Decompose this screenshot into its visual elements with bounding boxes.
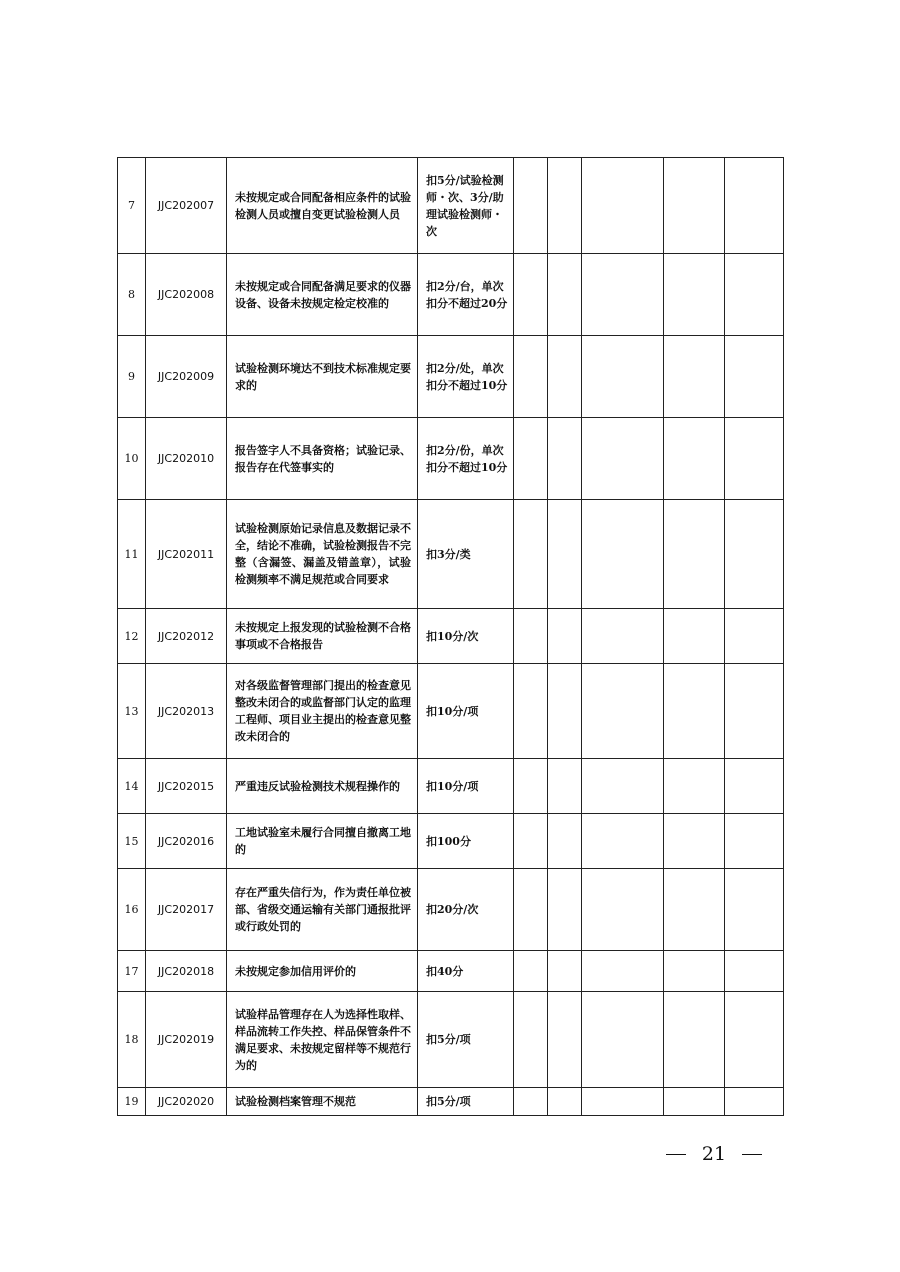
page-number-dash-left bbox=[666, 1154, 686, 1155]
empty-cell bbox=[514, 664, 548, 759]
deduction-standard: 扣10分/项 bbox=[418, 759, 514, 814]
evaluation-table bbox=[117, 157, 784, 1116]
empty-cell bbox=[725, 158, 784, 254]
empty-cell bbox=[664, 254, 725, 336]
empty-cell bbox=[514, 759, 548, 814]
row-number: 14 bbox=[118, 759, 146, 814]
item-code: JJC202018 bbox=[146, 951, 227, 992]
empty-cell bbox=[548, 158, 582, 254]
empty-cell bbox=[514, 336, 548, 418]
empty-cell bbox=[582, 814, 664, 869]
empty-cell bbox=[582, 336, 664, 418]
empty-cell bbox=[725, 254, 784, 336]
item-code: JJC202009 bbox=[146, 336, 227, 418]
empty-cell bbox=[548, 759, 582, 814]
row-number: 10 bbox=[118, 418, 146, 500]
empty-cell bbox=[664, 814, 725, 869]
empty-cell bbox=[664, 869, 725, 951]
deduction-standard: 扣10分/项 bbox=[418, 664, 514, 759]
item-description: 存在严重失信行为，作为责任单位被部、省级交通运输有关部门通报批评或行政处罚的 bbox=[227, 869, 418, 951]
table-row bbox=[118, 609, 784, 664]
item-description: 未按规定上报发现的试验检测不合格事项或不合格报告 bbox=[227, 609, 418, 664]
deduction-standard: 扣2分/处，单次扣分不超过10分 bbox=[418, 336, 514, 418]
table-row bbox=[118, 336, 784, 418]
row-number: 15 bbox=[118, 814, 146, 869]
empty-cell bbox=[725, 759, 784, 814]
empty-cell bbox=[582, 609, 664, 664]
empty-cell bbox=[664, 500, 725, 609]
empty-cell bbox=[548, 254, 582, 336]
item-description: 未按规定或合同配备满足要求的仪器设备、设备未按规定检定校准的 bbox=[227, 254, 418, 336]
empty-cell bbox=[582, 1088, 664, 1116]
empty-cell bbox=[548, 336, 582, 418]
page-number-text: 21 bbox=[701, 1143, 727, 1165]
empty-cell bbox=[725, 814, 784, 869]
empty-cell bbox=[514, 992, 548, 1088]
deduction-standard: 扣40分 bbox=[418, 951, 514, 992]
table-row bbox=[118, 664, 784, 759]
empty-cell bbox=[725, 1088, 784, 1116]
empty-cell bbox=[548, 664, 582, 759]
item-code: JJC202012 bbox=[146, 609, 227, 664]
page-number bbox=[666, 1140, 762, 1168]
row-number: 11 bbox=[118, 500, 146, 609]
table-row bbox=[118, 869, 784, 951]
item-code: JJC202020 bbox=[146, 1088, 227, 1116]
empty-cell bbox=[664, 1088, 725, 1116]
empty-cell bbox=[514, 869, 548, 951]
empty-cell bbox=[664, 992, 725, 1088]
empty-cell bbox=[514, 418, 548, 500]
deduction-standard: 扣100分 bbox=[418, 814, 514, 869]
empty-cell bbox=[514, 500, 548, 609]
table-row bbox=[118, 158, 784, 254]
empty-cell bbox=[514, 609, 548, 664]
row-number: 19 bbox=[118, 1088, 146, 1116]
deduction-standard: 扣20分/次 bbox=[418, 869, 514, 951]
empty-cell bbox=[725, 664, 784, 759]
empty-cell bbox=[664, 951, 725, 992]
row-number: 9 bbox=[118, 336, 146, 418]
empty-cell bbox=[725, 992, 784, 1088]
item-description: 试验检测原始记录信息及数据记录不全，结论不准确，试验检测报告不完整（含漏签、漏盖及错盖章），试验检测频率不满足规范或合同要求 bbox=[227, 500, 418, 609]
table-row bbox=[118, 1088, 784, 1116]
item-code: JJC202008 bbox=[146, 254, 227, 336]
empty-cell bbox=[548, 814, 582, 869]
empty-cell bbox=[725, 609, 784, 664]
row-number: 7 bbox=[118, 158, 146, 254]
table-row bbox=[118, 951, 784, 992]
empty-cell bbox=[548, 992, 582, 1088]
item-code: JJC202016 bbox=[146, 814, 227, 869]
item-code: JJC202007 bbox=[146, 158, 227, 254]
row-number: 17 bbox=[118, 951, 146, 992]
empty-cell bbox=[582, 158, 664, 254]
page-number-dash-right bbox=[742, 1154, 762, 1155]
deduction-standard: 扣5分/项 bbox=[418, 992, 514, 1088]
item-code: JJC202015 bbox=[146, 759, 227, 814]
empty-cell bbox=[725, 869, 784, 951]
empty-cell bbox=[664, 336, 725, 418]
empty-cell bbox=[514, 951, 548, 992]
empty-cell bbox=[582, 951, 664, 992]
empty-cell bbox=[514, 814, 548, 869]
empty-cell bbox=[664, 158, 725, 254]
table-row bbox=[118, 500, 784, 609]
row-number: 12 bbox=[118, 609, 146, 664]
item-code: JJC202019 bbox=[146, 992, 227, 1088]
empty-cell bbox=[664, 418, 725, 500]
empty-cell bbox=[582, 759, 664, 814]
empty-cell bbox=[725, 336, 784, 418]
row-number: 13 bbox=[118, 664, 146, 759]
item-description: 工地试验室未履行合同擅自撤离工地的 bbox=[227, 814, 418, 869]
item-description: 试验检测档案管理不规范 bbox=[227, 1088, 418, 1116]
empty-cell bbox=[664, 759, 725, 814]
empty-cell bbox=[514, 1088, 548, 1116]
empty-cell bbox=[514, 254, 548, 336]
empty-cell bbox=[582, 992, 664, 1088]
table-row bbox=[118, 254, 784, 336]
empty-cell bbox=[548, 951, 582, 992]
item-description: 试验样品管理存在人为选择性取样、样品流转工作失控、样品保管条件不满足要求、未按规定留样等不规范行为的 bbox=[227, 992, 418, 1088]
deduction-standard: 扣10分/次 bbox=[418, 609, 514, 664]
empty-cell bbox=[725, 500, 784, 609]
item-description: 未按规定参加信用评价的 bbox=[227, 951, 418, 992]
empty-cell bbox=[582, 664, 664, 759]
empty-cell bbox=[582, 500, 664, 609]
empty-cell bbox=[725, 418, 784, 500]
empty-cell bbox=[548, 1088, 582, 1116]
row-number: 16 bbox=[118, 869, 146, 951]
empty-cell bbox=[548, 500, 582, 609]
empty-cell bbox=[548, 869, 582, 951]
empty-cell bbox=[548, 418, 582, 500]
item-code: JJC202011 bbox=[146, 500, 227, 609]
table-row bbox=[118, 759, 784, 814]
deduction-standard: 扣3分/类 bbox=[418, 500, 514, 609]
empty-cell bbox=[582, 254, 664, 336]
row-number: 18 bbox=[118, 992, 146, 1088]
empty-cell bbox=[725, 951, 784, 992]
item-code: JJC202013 bbox=[146, 664, 227, 759]
empty-cell bbox=[582, 418, 664, 500]
item-code: JJC202010 bbox=[146, 418, 227, 500]
deduction-standard: 扣5分/项 bbox=[418, 1088, 514, 1116]
deduction-standard: 扣2分/台，单次扣分不超过20分 bbox=[418, 254, 514, 336]
item-description: 对各级监督管理部门提出的检查意见整改未闭合的或监督部门认定的监理工程师、项目业主提出的检查意见整改未闭合的 bbox=[227, 664, 418, 759]
empty-cell bbox=[664, 664, 725, 759]
item-description: 严重违反试验检测技术规程操作的 bbox=[227, 759, 418, 814]
item-description: 试验检测环境达不到技术标准规定要求的 bbox=[227, 336, 418, 418]
empty-cell bbox=[664, 609, 725, 664]
row-number: 8 bbox=[118, 254, 146, 336]
empty-cell bbox=[582, 869, 664, 951]
empty-cell bbox=[514, 158, 548, 254]
item-description: 未按规定或合同配备相应条件的试验检测人员或擅自变更试验检测人员 bbox=[227, 158, 418, 254]
item-description: 报告签字人不具备资格；试验记录、报告存在代签事实的 bbox=[227, 418, 418, 500]
deduction-standard: 扣5分/试验检测师・次、3分/助理试验检测师・次 bbox=[418, 158, 514, 254]
table-row bbox=[118, 418, 784, 500]
table-row bbox=[118, 992, 784, 1088]
item-code: JJC202017 bbox=[146, 869, 227, 951]
table-row bbox=[118, 814, 784, 869]
deduction-standard: 扣2分/份，单次扣分不超过10分 bbox=[418, 418, 514, 500]
empty-cell bbox=[548, 609, 582, 664]
